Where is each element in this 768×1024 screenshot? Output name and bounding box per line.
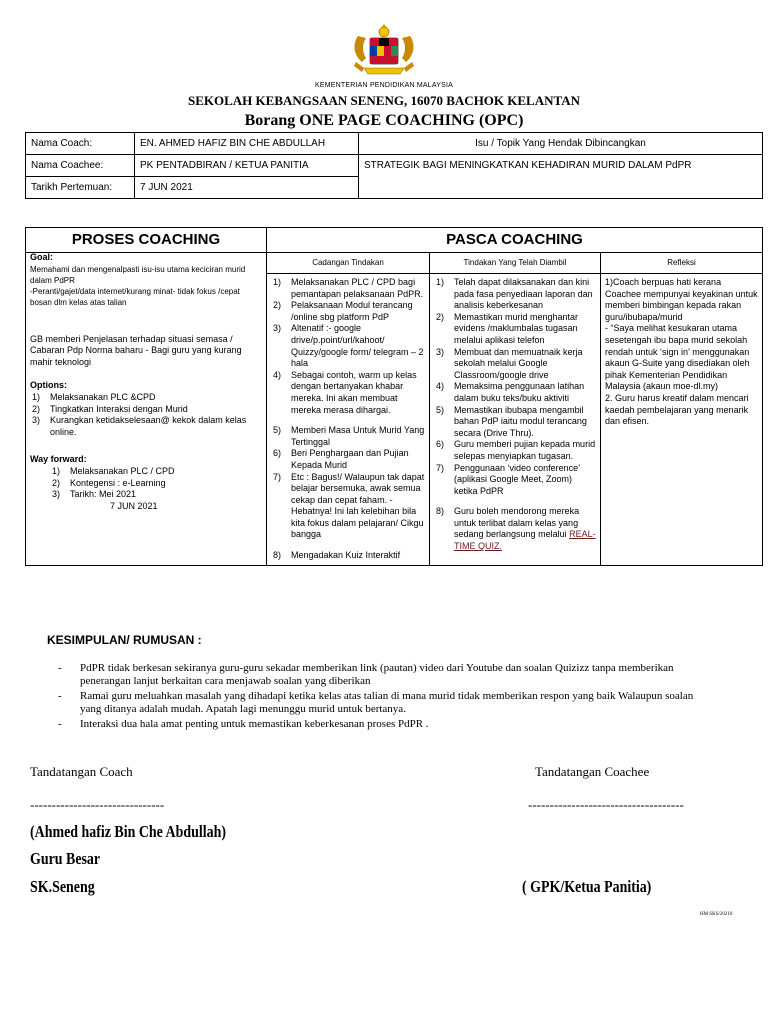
coachee-value: PK PENTADBIRAN / KETUA PANITIA (135, 155, 359, 177)
coach-signature-label: Tandatangan Coach (30, 764, 133, 779)
list-item: 2) Tingkatkan Interaksi dengan Murid (32, 403, 188, 414)
list-item: 5) Memberi Masa Untuk Murid Yang Tertinggal (273, 425, 425, 447)
goal-label: Goal: (30, 252, 54, 262)
options-list (30, 392, 262, 438)
ministry-name: KEMENTERIAN PENDIDIKAN MALAYSIA (315, 82, 453, 89)
coach-value: EN. AHMED HAFIZ BIN CHE ABDULLAH (135, 133, 359, 155)
date-value: 7 JUN 2021 (135, 177, 359, 199)
list-item: 2) Pelaksanaan Modul terancang /online sbg platform PdP (273, 300, 413, 322)
coachee-signature-line: ------------------------------------ (528, 797, 684, 812)
list-item: - Ramai guru meluahkan masalah yang dihadapi ketika kelas atas talian di mana murid tidak memberikan respon yang baik Walaupun soalan yang ditanya adalah mudah. Apatah lagi menunggu murid untuk bertanya. (58, 690, 694, 715)
list-item: 3) Membuat dan memuatnaik kerja sekolah melalui Google Classroom/google drive (436, 346, 583, 380)
list-item: - Interaksi dua hala amat penting untuk memastikan keberkesanan proses PdPR . (58, 718, 429, 730)
document-code: HM SKS/20210 (700, 912, 733, 917)
tindakan-content (430, 274, 601, 566)
jata-negara-crest-icon (350, 22, 418, 80)
list-item: 1) Melaksanakan PLC / CPD (52, 465, 175, 476)
options-label: Options: (30, 380, 67, 391)
way-forward-label: Way forward: (30, 454, 87, 465)
coachee-label: Nama Coachee: (26, 155, 135, 177)
way-forward-list (30, 466, 262, 501)
list-item: 7) Penggunaan ‘video conference’ (aplikasi Google Meet, Zoom) ketika PdPR (436, 462, 580, 496)
form-title: Borang ONE PAGE COACHING (OPC) (244, 112, 524, 129)
topic-value: STRATEGIK BAGI MENINGKATKAN KEHADIRAN MURID DALAM PdPR (359, 155, 763, 199)
school-name: SEKOLAH KEBANGSAAN SENENG, 16070 BACHOK KELANTAN (188, 93, 580, 108)
goal-text-2: -Peranti/gajet/data internet/kurang minat- tidak fokus /cepat bosan dlm kelas atas talian (30, 286, 240, 307)
coaching-table (25, 227, 763, 566)
refleksi-item: 2. Guru harus kreatif dalam mencari kaedah pembelajaran yang menarik dan efisen. (605, 392, 749, 427)
goal-text: Memahami dan mengenalpasti isu-isu utama keciciran murid dalam PdPR (30, 264, 246, 285)
list-item: 3) Tarikh: Mei 2021 (52, 489, 137, 500)
list-item: 7) Etc : Bagus!/ Walaupun tak dapat belajar bersemuka, awak semua cekap dan cepat faham. - Hebatnya! Ini lah kelebihan bila kita fokus dalam pelajaran/ Cikgu bangga (273, 471, 425, 540)
cadangan-content (267, 274, 430, 566)
coach-school: SK.Seneng (30, 877, 95, 896)
list-item: - PdPR tidak berkesan sekiranya guru-guru sekadar memberikan link (pautan) video dari Youtube dan soalan Quizizz tanpa memberikan penerangan lanjut berkaitan cara menjawab soalan yang diberikan (58, 662, 674, 687)
real-time-quiz-emphasis: REAL-TIME QUIZ. (454, 529, 596, 552)
way-forward-date-2: 7 JUN 2021 (110, 500, 158, 511)
topic-label: Isu / Topik Yang Hendak Dibincangkan (359, 133, 763, 155)
info-table (25, 132, 763, 199)
list-item: 8) Mengadakan Kuiz Interaktif (273, 550, 401, 561)
list-item: 2) Kontegensi : e-Learning (52, 477, 166, 488)
pasca-coaching-title: PASCA COACHING (267, 228, 763, 253)
list-item: 1) Melaksanakan PLC / CPD bagi pemantapan pelaksanaan PdPR. (273, 277, 424, 299)
list-item: 1) Telah dapat dilaksanakan dan kini pada fasa penyediaan laporan dan analisis keberkesanan (436, 277, 593, 311)
refleksi-item: 1)Coach berpuas hati kerana Coachee mempunyai keyakinan untuk memberi bimbingan kepada rakan guru/ibubapa/murid (605, 277, 758, 322)
coach-title: Guru Besar (30, 849, 101, 868)
list-item: 4) Memaksima penggunaan latihan dalam buku teks/buku aktiviti (436, 381, 585, 403)
date-label: Tarikh Pertemuan: (26, 177, 135, 199)
list-item: 5) Memastikan ibubapa mengambil bahan PdP iaitu modul terancang secara (Drive Thru). (436, 404, 587, 438)
list-item: 6) Beri Penghargaan dan Pujian Kepada Murid (273, 448, 409, 470)
coachee-name: ( GPK/Ketua Panitia) (522, 877, 652, 896)
col-tindakan: Tindakan Yang Telah Diambil (430, 253, 601, 274)
list-item: 3) Altenatif :- google drive/p.point/url/kahoot/ Quizzy/google form/ telegram – 2 hala (273, 323, 424, 369)
coach-name: (Ahmed hafiz Bin Che Abdullah) (30, 822, 226, 841)
col-cadangan: Cadangan Tindakan (267, 253, 430, 274)
list-item: 8) Guru boleh mendorong mereka untuk terlibat dalam kelas yang sedang berlangsung melalui REAL-TIME QUIZ. (436, 506, 596, 552)
list-item: 2) Memastikan murid menghantar evidens /maklumbalas tugasan melalui aplikasi telefon (436, 311, 579, 345)
proses-content (26, 253, 267, 566)
refleksi-content (601, 274, 763, 566)
col-refleksi: Refleksi (601, 253, 763, 274)
kesimpulan-list (58, 662, 698, 733)
list-item: 1) Melaksanakan PLC &CPD (32, 391, 156, 402)
refleksi-item: - “Saya melihat kesukaran utama sesetengah ibu bapa murid sekolah rendah untuk ‘sign in’ menggunakan akaun G-Suite yang disediakan oleh pihak Kementerian Pendidikan Malaysia (akaun moe-dl.my) (605, 323, 750, 392)
list-item: 4) Sebagai contoh, warm up kelas dengan bertanyakan khabar mereka. Ini akan membuat mereka merasa dihargai. (273, 369, 417, 415)
kesimpulan-title: KESIMPULAN/ RUMUSAN : (47, 633, 202, 647)
list-item: 3) Kurangkan ketidakselesaan@ kekok dalam kelas online. (32, 415, 247, 437)
list-item: 6) Guru memberi pujian kepada murid selepas menyiapkan tugasan. (436, 439, 596, 461)
proses-coaching-title: PROSES COACHING (26, 228, 267, 253)
coachee-signature-label: Tandatangan Coachee (535, 764, 650, 779)
reality-text: GB memberi Penjelasan terhadap situasi semasa / Cabaran Pdp Norma baharu - Bagi guru yang kurang mahir teknologi (30, 333, 242, 367)
coach-signature-line: ------------------------------- (30, 797, 165, 812)
coach-label: Nama Coach: (26, 133, 135, 155)
